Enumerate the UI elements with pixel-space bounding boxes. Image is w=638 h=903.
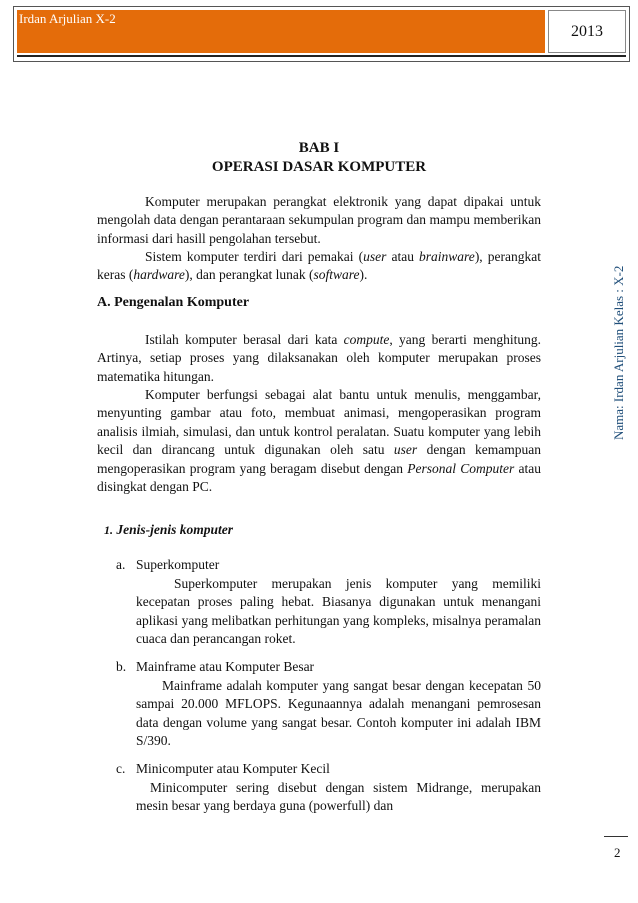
header-rule bbox=[17, 55, 626, 57]
header-author: Irdan Arjulian X-2 bbox=[19, 11, 116, 26]
section-a-paragraph-2: Komputer berfungsi sebagai alat bantu untuk menulis, menggambar, menyunting gambar atau foto, membuat animasi, mengoperasikan program analisis ilmiah, simulasi, dan untuk kontrol peralatan. Suatu komputer yang lebih kecil dan dirancang untuk digunakan oleh satu user dengan kemampuan mengoperasikan program yang beragam disebut dengan Personal Computer atau disingkat dengan PC. bbox=[97, 387, 541, 495]
side-label: Nama: Irdan Arjulian Kelas : X-2 bbox=[611, 265, 626, 440]
subsection-1-heading bbox=[104, 522, 233, 538]
header-year: 2013 bbox=[571, 22, 603, 40]
intro-paragraph-1: Komputer merupakan perangkat elektronik yang dapat dipakai untuk mengolah data dengan perantaraan sekumpulan program dan mampu memberikan informasi dari hasill pengolahan tersebut. bbox=[97, 194, 541, 246]
section-a-heading: A. Pengenalan Komputer bbox=[97, 295, 250, 310]
intro-paragraph-2: Sistem komputer terdiri dari pemakai (user atau brainware), perangkat keras (hardware), dan perangkat lunak (software). bbox=[97, 249, 541, 283]
item-a-body: Superkomputer merupakan jenis komputer yang memiliki kecepatan proses paling hebat. Biasanya digunakan untuk menangani aplikasi yang melibatkan perhitungan yang kompleks, misalnya peramalan cuaca dan perancangan roket. bbox=[136, 576, 541, 647]
page-number: 2 bbox=[614, 845, 621, 860]
chapter-number: BAB I bbox=[298, 140, 340, 156]
item-c-body: Minicomputer sering disebut dengan sistem Midrange, merupakan mesin besar yang berdaya guna (powerfull) dan bbox=[136, 780, 541, 814]
subsection-1-title: Jenis-jenis komputer bbox=[116, 522, 234, 537]
item-b-title: Mainframe atau Komputer Besar bbox=[136, 659, 315, 674]
item-b-marker: b. bbox=[116, 659, 127, 674]
section-a-paragraph-1: Istilah komputer berasal dari kata compute, yang berarti menghitung. Artinya, setiap proses yang dilaksanakan oleh komputer merupakan proses matematika hitungan. bbox=[97, 332, 541, 384]
chapter-title: OPERASI DASAR KOMPUTER bbox=[211, 159, 427, 175]
item-b-body: Mainframe adalah komputer yang sangat besar dengan kecepatan 50 sampai 20.000 MFLOPS. Kegunaannya adalah menangani pemrosesan data dengan volume yang sangat besar. Contoh komputer ini adalah IBM S/390. bbox=[136, 678, 541, 749]
footer-rule bbox=[604, 836, 628, 837]
subsection-1-number: 1. bbox=[104, 523, 113, 537]
item-c-title: Minicomputer atau Komputer Kecil bbox=[136, 761, 330, 776]
header-year-box bbox=[548, 10, 626, 53]
item-a-marker: a. bbox=[116, 557, 126, 572]
item-c-marker: c. bbox=[116, 761, 126, 776]
item-a-title: Superkomputer bbox=[136, 557, 220, 572]
